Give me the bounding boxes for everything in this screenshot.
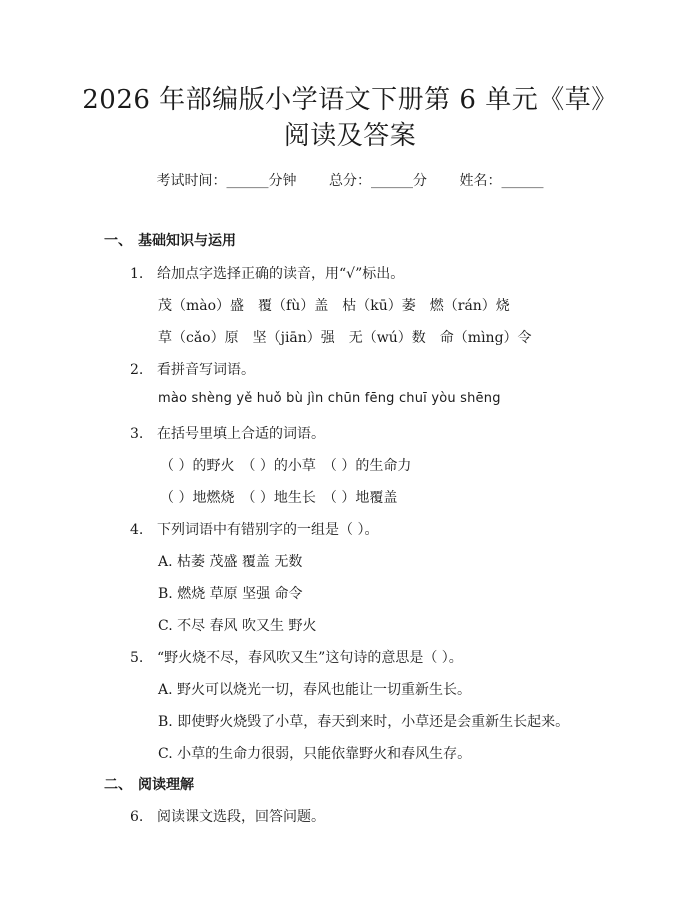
answer-option: B. 即使野火烧毁了小草，春天到来时，小草还是会重新生长起来。 bbox=[158, 714, 570, 730]
document-title: 2026 年部编版小学语文下册第 6 单元《草》 bbox=[82, 85, 618, 115]
fill-blank-line: （ ）的野火 （ ）的小草 （ ）的生命力 bbox=[160, 458, 412, 474]
document-title-line2: 阅读及答案 bbox=[283, 121, 417, 151]
reading-choice-line: 茂（mào）盛 覆（fù）盖 枯（kū）萎 燃（rán）烧 bbox=[158, 298, 510, 314]
question-1 bbox=[130, 263, 404, 283]
question-text: 在括号里填上合适的词语。 bbox=[157, 426, 325, 442]
section-label: 基础知识与运用 bbox=[138, 233, 236, 249]
exam-time-field: 考试时间：______分钟 bbox=[156, 173, 297, 189]
question-6 bbox=[130, 806, 325, 826]
answer-option: C. 小草的生命力很弱，只能依靠野火和春风生存。 bbox=[158, 746, 472, 762]
reading-choice-line: 草（cǎo）原 坚（jiān）强 无（wú）数 命（mìng）令 bbox=[158, 330, 532, 346]
section-heading bbox=[104, 774, 194, 794]
question-number: 6. bbox=[130, 809, 144, 825]
answer-option: A. 枯萎 茂盛 覆盖 无数 bbox=[158, 554, 303, 570]
question-text: 看拼音写词语。 bbox=[157, 362, 255, 378]
question-number: 3. bbox=[130, 426, 144, 442]
question-number: 1. bbox=[130, 266, 144, 282]
question-number: 4. bbox=[130, 522, 144, 538]
section-label: 阅读理解 bbox=[138, 777, 194, 793]
question-4 bbox=[130, 519, 378, 539]
section-heading bbox=[104, 230, 236, 250]
question-text: 给加点字选择正确的读音，用“√”标出。 bbox=[157, 266, 405, 282]
answer-option: B. 燃烧 草原 坚强 命令 bbox=[158, 586, 303, 602]
student-name-field: 姓名：______ bbox=[459, 173, 544, 189]
question-3 bbox=[130, 423, 325, 443]
total-score-field: 总分：______分 bbox=[329, 173, 427, 189]
answer-option: C. 不尽 春风 吹又生 野火 bbox=[158, 618, 317, 634]
exam-meta bbox=[0, 170, 700, 190]
question-text: “野火烧不尽，春风吹又生”这句诗的意思是（ ）。 bbox=[157, 650, 463, 666]
answer-option: A. 野火可以烧光一切，春风也能让一切重新生长。 bbox=[158, 682, 472, 698]
section-number: 二、 bbox=[104, 777, 132, 793]
question-number: 2. bbox=[130, 362, 144, 378]
question-text: 阅读课文选段，回答问题。 bbox=[157, 809, 325, 825]
question-2 bbox=[130, 359, 255, 379]
question-number: 5. bbox=[130, 650, 144, 666]
pinyin-line: mào shèng yě huǒ bù jìn chūn fēng chuī yòu shēng bbox=[158, 391, 501, 406]
section-number: 一、 bbox=[104, 233, 132, 249]
question-5 bbox=[130, 647, 463, 667]
question-text: 下列词语中有错别字的一组是（ ）。 bbox=[157, 522, 379, 538]
fill-blank-line: （ ）地燃烧 （ ）地生长 （ ）地覆盖 bbox=[160, 490, 398, 506]
